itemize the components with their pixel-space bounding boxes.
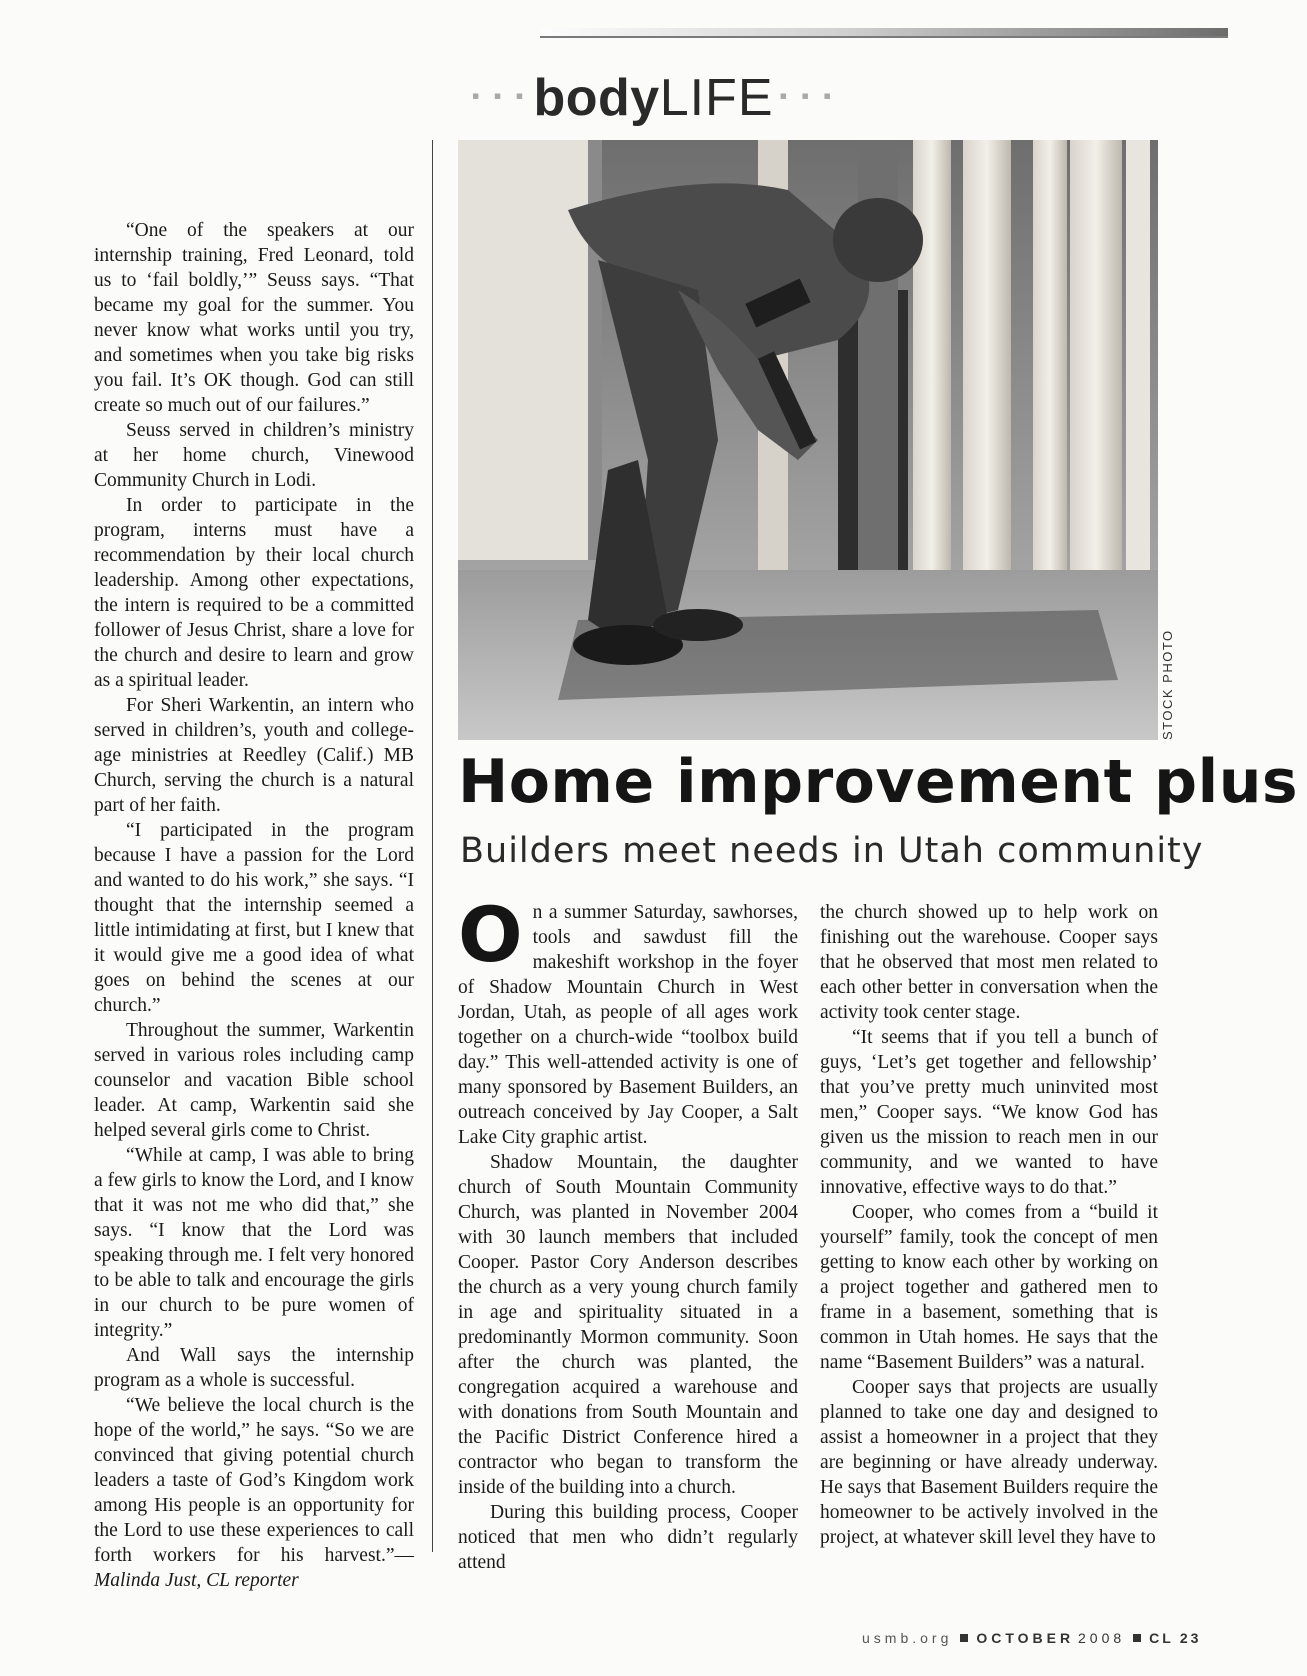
footer-square-icon: [1133, 1634, 1141, 1642]
page-number: 23: [1179, 1630, 1202, 1646]
left-paragraph: For Sheri Warkentin, an intern who served in children’s, youth and college-age ministries at Reedley (Calif.) MB Church, serving the church is a natural part of her faith.: [94, 695, 414, 816]
section-dots-left: ▪ ▪ ▪: [471, 83, 528, 108]
left-paragraph: And Wall says the internship program as a whole is successful.: [94, 1345, 414, 1391]
section-name-bold: body: [533, 69, 660, 127]
drop-cap: O: [458, 890, 523, 979]
top-rule-line: [540, 36, 1228, 38]
footer-magazine: CL: [1149, 1630, 1174, 1646]
headline: Home improvement plus: [458, 747, 1299, 817]
left-paragraph-last: [94, 1393, 414, 1593]
middle-paragraph: Shadow Mountain, the daughter church of South Mountain Community Church, was planted in November 2004 with 30 launch members that included Cooper. Pastor Cory Anderson describes the church as a very young church family in age and spirituality situated in a predominantly Mormon community. Soon after the church was planted, the congregation acquired a warehouse and with donations from South Mountain and the Pacific District Conference hired a contractor who began to transform the inside of the building into a church.: [458, 1152, 798, 1498]
right-paragraph: Cooper says that projects are usually planned to take one day and designed to assist a homeowner in a project that they are beginning or have already underway. He says that Basement Builders require the homeowner to be actively involved in the project, at whatever skill level they have to: [820, 1377, 1158, 1548]
column-divider: [432, 140, 433, 1552]
left-paragraph: “While at camp, I was able to bring a few girls to know the Lord, and I know that it was not me who did that,” she says. “I know that the Lord was speaking through me. I felt very honored to be able to talk and encourage the girls in our church to be pure women of integrity.”: [94, 1145, 414, 1341]
deck-subheadline: Builders meet needs in Utah community: [460, 831, 1204, 871]
left-last-text: “We believe the local church is the hope of the world,” he says. “So we are convinced that giving potential church leaders a taste of God’s Kingdom work among His people is an opportunity for the Lord to use these experiences to call forth workers for his harvest.”—: [94, 1395, 414, 1566]
lead-text: n a summer Saturday, sawhorses, tools and sawdust fill the makeshift workshop in the foyer of Shadow Mountain Church in West Jordan, Utah, as people of all ages work together on a church-wide “toolbox build day.” This well-attended activity is one of many sponsored by Basement Builders, an outreach conceived by Jay Cooper, a Salt Lake City graphic artist.: [458, 902, 798, 1148]
right-paragraph: “It seems that if you tell a bunch of guys, ‘Let’s get together and fellowship’ that you’ve pretty much uninvited most men,” Cooper says. “We know God has given us the mission to reach men in our community, and we wanted to have innovative, effective ways to do that.”: [820, 1027, 1158, 1198]
footer-month: OCTOBER: [976, 1630, 1075, 1646]
middle-paragraph: During this building process, Cooper noticed that men who didn’t regularly attend: [458, 1502, 798, 1573]
photo-credit: STOCK PHOTO: [1160, 629, 1175, 740]
footer-square-icon: [960, 1634, 968, 1642]
right-column-text: [820, 900, 1158, 1550]
left-column-text: [94, 218, 414, 1593]
section-header: [0, 66, 1307, 128]
right-continuation: the church showed up to help work on finishing out the warehouse. Cooper says that he observed that most men related to each other better in conversation when the activity took center stage.: [820, 902, 1158, 1023]
section-name-light: LIFE: [659, 69, 774, 127]
left-paragraph: “I participated in the program because I have a passion for the Lord and wanted to do his work,” she says. “I thought that the internship seemed a little intimidating at first, but I knew that it would give me a good idea of what goes on behind the scenes at our church.”: [94, 820, 414, 1016]
footer-year: 2008: [1078, 1630, 1126, 1646]
byline: Malinda Just, CL reporter: [94, 1570, 299, 1591]
section-dots-right: ▪ ▪ ▪: [779, 83, 836, 108]
photo-of-man-with-hammer-icon: [458, 140, 1158, 740]
left-paragraph: In order to participate in the program, interns must have a recommendation by their local church leadership. Among other expectations, the intern is required to be a committed follower of Jesus Christ, share a love for the church and desire to learn and grow as a spiritual leader.: [94, 495, 414, 691]
right-paragraph: Cooper, who comes from a “build it yourself” family, took the concept of men getting to know each other by working on a project together and gathered men to frame in a basement, something that is common in Utah homes. He says that the name “Basement Builders” was a natural.: [820, 1202, 1158, 1373]
middle-column-text: [458, 890, 798, 1575]
lead-paragraph: [458, 890, 798, 1150]
article-photo: [458, 140, 1158, 740]
left-paragraph: Seuss served in children’s ministry at her home church, Vinewood Community Church in Lodi.: [94, 420, 414, 491]
left-paragraph: “One of the speakers at our internship training, Fred Leonard, told us to ‘fail boldly,’” Seuss says. “That became my goal for the summer. You never know what works until you try, and sometimes when you take big risks you fail. It’s OK though. God can still create so much out of our failures.”: [94, 220, 414, 416]
page-footer: [862, 1630, 1202, 1646]
left-paragraph: Throughout the summer, Warkentin served in various roles including camp counselor and vacation Bible school leader. At camp, Warkentin said she helped several girls come to Christ.: [94, 1020, 414, 1141]
footer-site: usmb.org: [862, 1630, 953, 1646]
